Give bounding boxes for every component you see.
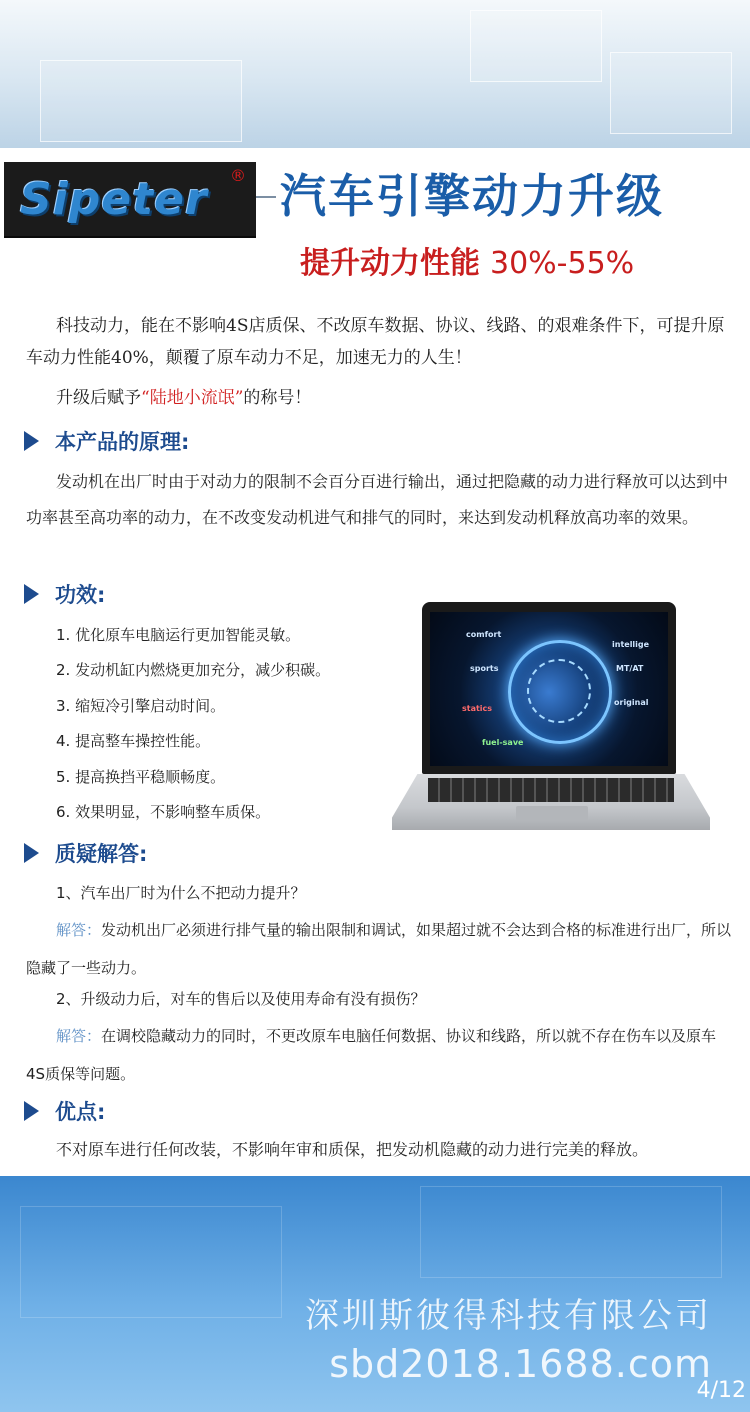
principle-paragraph: 发动机在出厂时由于对动力的限制不会百分百进行输出，通过把隐藏的动力进行释放可以达到中功率甚至高功率的动力，在不改变发动机进气和排气的同时，来达到发动机释放高功率的效果。 <box>26 472 729 527</box>
list-item: 4. 提高整车操控性能。 <box>56 732 211 751</box>
section-heading-effects <box>24 579 105 609</box>
banner-tile <box>20 1206 282 1318</box>
intro-paragraph: 科技动力，能在不影响4S店质保、不改原车数据、协议、线路、的艰难条件下，可提升原车动力性能40%，颠覆了原车动力不足，加速无力的人生！ <box>26 316 725 368</box>
laptop-lid <box>422 602 676 774</box>
screen-label: fuel-save <box>482 738 524 747</box>
gauge-ring <box>527 659 591 723</box>
answer-text: 发动机出厂必须进行排气量的输出限制和调试，如果超过就不会达到合格的标准进行出厂，所以隐藏了一些动力。 <box>26 921 732 977</box>
section-heading-advantages <box>24 1096 105 1126</box>
section-heading-text: 本产品的原理: <box>55 430 190 454</box>
faq-question-1: 1、汽车出厂时为什么不把动力提升？ <box>56 884 306 902</box>
faq-question-2: 2、升级动力后，对车的售后以及使用寿命有没有损伤？ <box>56 990 426 1008</box>
logo-divider <box>256 196 276 198</box>
answer-text: 在调校隐藏动力的同时，不更改原车电脑任何数据、协议和线路，所以就不存在伤车以及原车4S质保等问题。 <box>26 1027 717 1083</box>
laptop-image <box>392 602 710 834</box>
triangle-bullet-icon <box>24 1101 39 1121</box>
section-heading-text: 质疑解答: <box>55 842 148 866</box>
subtitle-text: 提升动力性能 <box>300 246 480 281</box>
screen-label: intellige <box>612 640 650 649</box>
banner-tile <box>420 1186 722 1278</box>
screen-label: comfort <box>466 630 502 639</box>
answer-label: 解答： <box>56 921 102 939</box>
triangle-bullet-icon <box>24 431 39 451</box>
page-title: 汽车引擎动力升级 <box>280 169 664 223</box>
faq-answer-2 <box>26 1017 734 1093</box>
screen-label: MT/AT <box>616 664 644 673</box>
triangle-bullet-icon <box>24 584 39 604</box>
list-item: 1. 优化原车电脑运行更加智能灵敏。 <box>56 626 301 644</box>
banner-tile <box>40 60 242 142</box>
subtitle-percentage: 30%-55% <box>490 246 635 281</box>
nickname-highlight: “陆地小流氓” <box>141 388 244 408</box>
screen-label: original <box>614 698 649 707</box>
banner-tile <box>470 10 602 82</box>
list-item: 6. 效果明显，不影响整车质保。 <box>56 802 271 821</box>
intro-nickname-line <box>56 382 736 414</box>
top-banner-background <box>0 0 750 148</box>
list-item: 3. 缩短冷引擎启动时间。 <box>56 696 226 715</box>
screen-label: statics <box>462 704 493 713</box>
page-indicator: 4/12 <box>696 1378 746 1403</box>
answer-label: 解答： <box>56 1027 102 1045</box>
list-item: 2. 发动机缸内燃烧更加充分，减少积碳。 <box>56 661 331 680</box>
effects-list <box>56 618 396 830</box>
screen-label: sports <box>470 664 499 673</box>
page-subtitle <box>300 238 634 282</box>
speedometer-icon <box>508 640 612 744</box>
list-item: 5. 提高换挡平稳顺畅度。 <box>56 767 226 786</box>
company-name: 深圳斯彼得科技有限公司 <box>305 1296 712 1336</box>
banner-tile <box>610 52 732 134</box>
logo-wordmark: Sipeter <box>20 174 208 225</box>
registered-mark: ® <box>230 166 246 185</box>
section-heading-faq <box>24 838 147 868</box>
laptop-trackpad <box>516 806 588 820</box>
triangle-bullet-icon <box>24 843 39 863</box>
advantages-paragraph: 不对原车进行任何改装，不影响年审和质保，把发动机隐藏的动力进行完美的释放。 <box>56 1140 649 1159</box>
laptop-screen <box>430 612 668 766</box>
section-heading-principle <box>24 426 189 456</box>
nickname-suffix: 的称号！ <box>243 388 312 408</box>
laptop-keyboard <box>428 778 674 802</box>
faq-answer-1 <box>26 911 734 987</box>
brand-logo <box>4 162 256 238</box>
section-heading-text: 功效: <box>55 583 106 607</box>
nickname-prefix: 升级后赋予 <box>56 388 141 408</box>
section-heading-text: 优点: <box>55 1100 106 1124</box>
website-url: sbd2018.1688.com <box>329 1342 712 1386</box>
